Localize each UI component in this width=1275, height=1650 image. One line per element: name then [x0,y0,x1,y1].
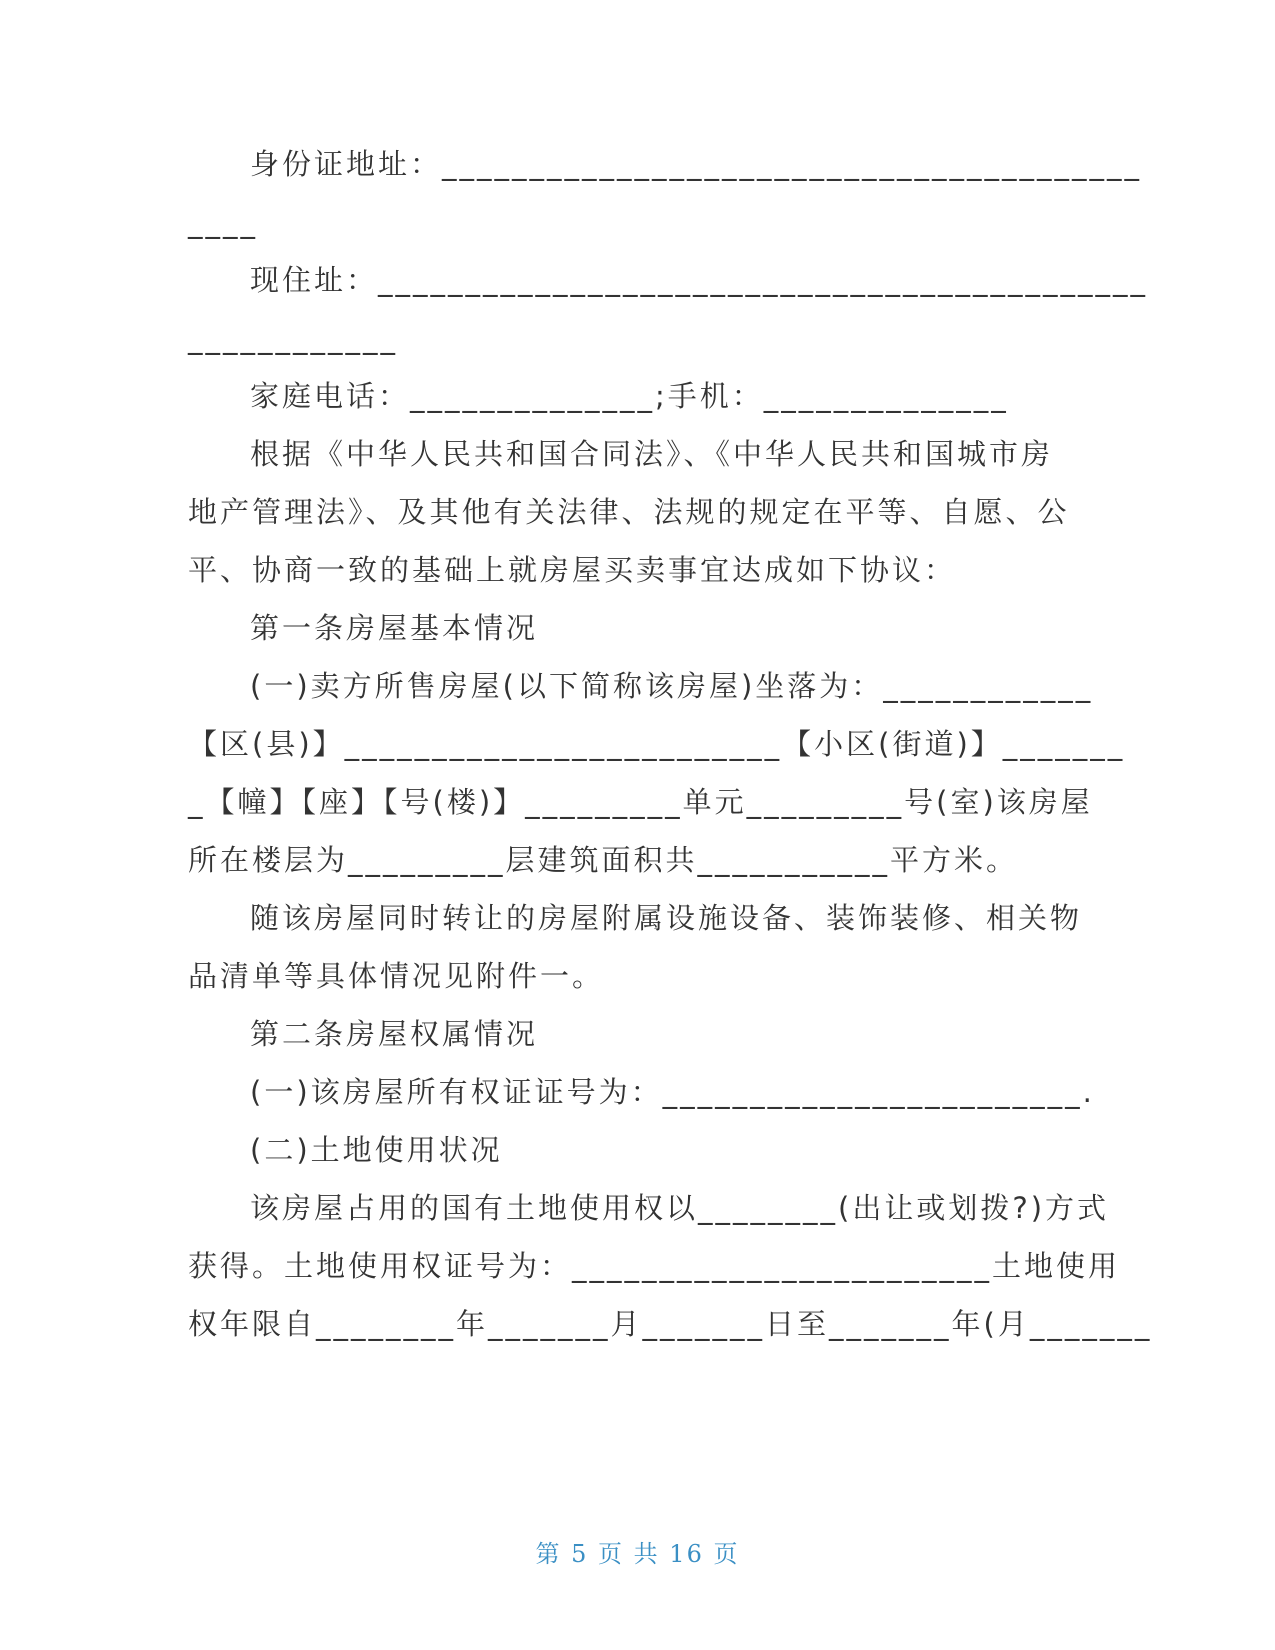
paragraph-line: 品清单等具体情况见附件一。 [188,959,605,993]
id-address-line-cont: ____ [188,205,258,239]
current-address-line: 现住址：____________________________________________ [250,263,1149,297]
paragraph-line: 根据《中华人民共和国合同法》、《中华人民共和国城市房 [250,437,1054,471]
section-heading-1: 第一条房屋基本情况 [250,611,539,645]
paragraph-line: 平、协商一致的基础上就房屋买卖事宜达成如下协议： [188,553,957,587]
phone-line: 家庭电话：______________;手机：______________ [250,379,1009,413]
current-address-line-cont: ____________ [188,321,398,355]
paragraph-line: 获得。土地使用权证号为：________________________土地使用 [188,1249,1121,1283]
paragraph-line: 【区(县)】_________________________【小区(街道)】_______ [188,727,1126,761]
paragraph-line: _【幢】【座】【号(楼)】_________单元_________号(室)该房屋 [188,785,1093,819]
paragraph-line: 地产管理法》、及其他有关法律、法规的规定在平等、自愿、公 [188,495,1070,529]
id-address-line: 身份证地址：________________________________________ [250,147,1143,181]
paragraph-line: (一)卖方所售房屋(以下简称该房屋)坐落为：____________ [250,669,1094,703]
section-heading-2: 第二条房屋权属情况 [250,1017,539,1051]
paragraph-line: (一)该房屋所有权证证号为：________________________. [250,1075,1095,1109]
paragraph-line: 所在楼层为_________层建筑面积共___________平方米。 [188,843,1019,877]
paragraph-line: 该房屋占用的国有土地使用权以________(出让或划拨?)方式 [250,1191,1110,1225]
paragraph-line: 权年限自________年_______月_______日至_______年(月_______ [188,1307,1153,1341]
page-number-footer: 第 5 页 共 16 页 [535,1540,740,1568]
subsection-heading: (二)土地使用状况 [250,1133,503,1167]
paragraph-line: 随该房屋同时转让的房屋附属设施设备、装饰装修、相关物 [250,901,1083,935]
